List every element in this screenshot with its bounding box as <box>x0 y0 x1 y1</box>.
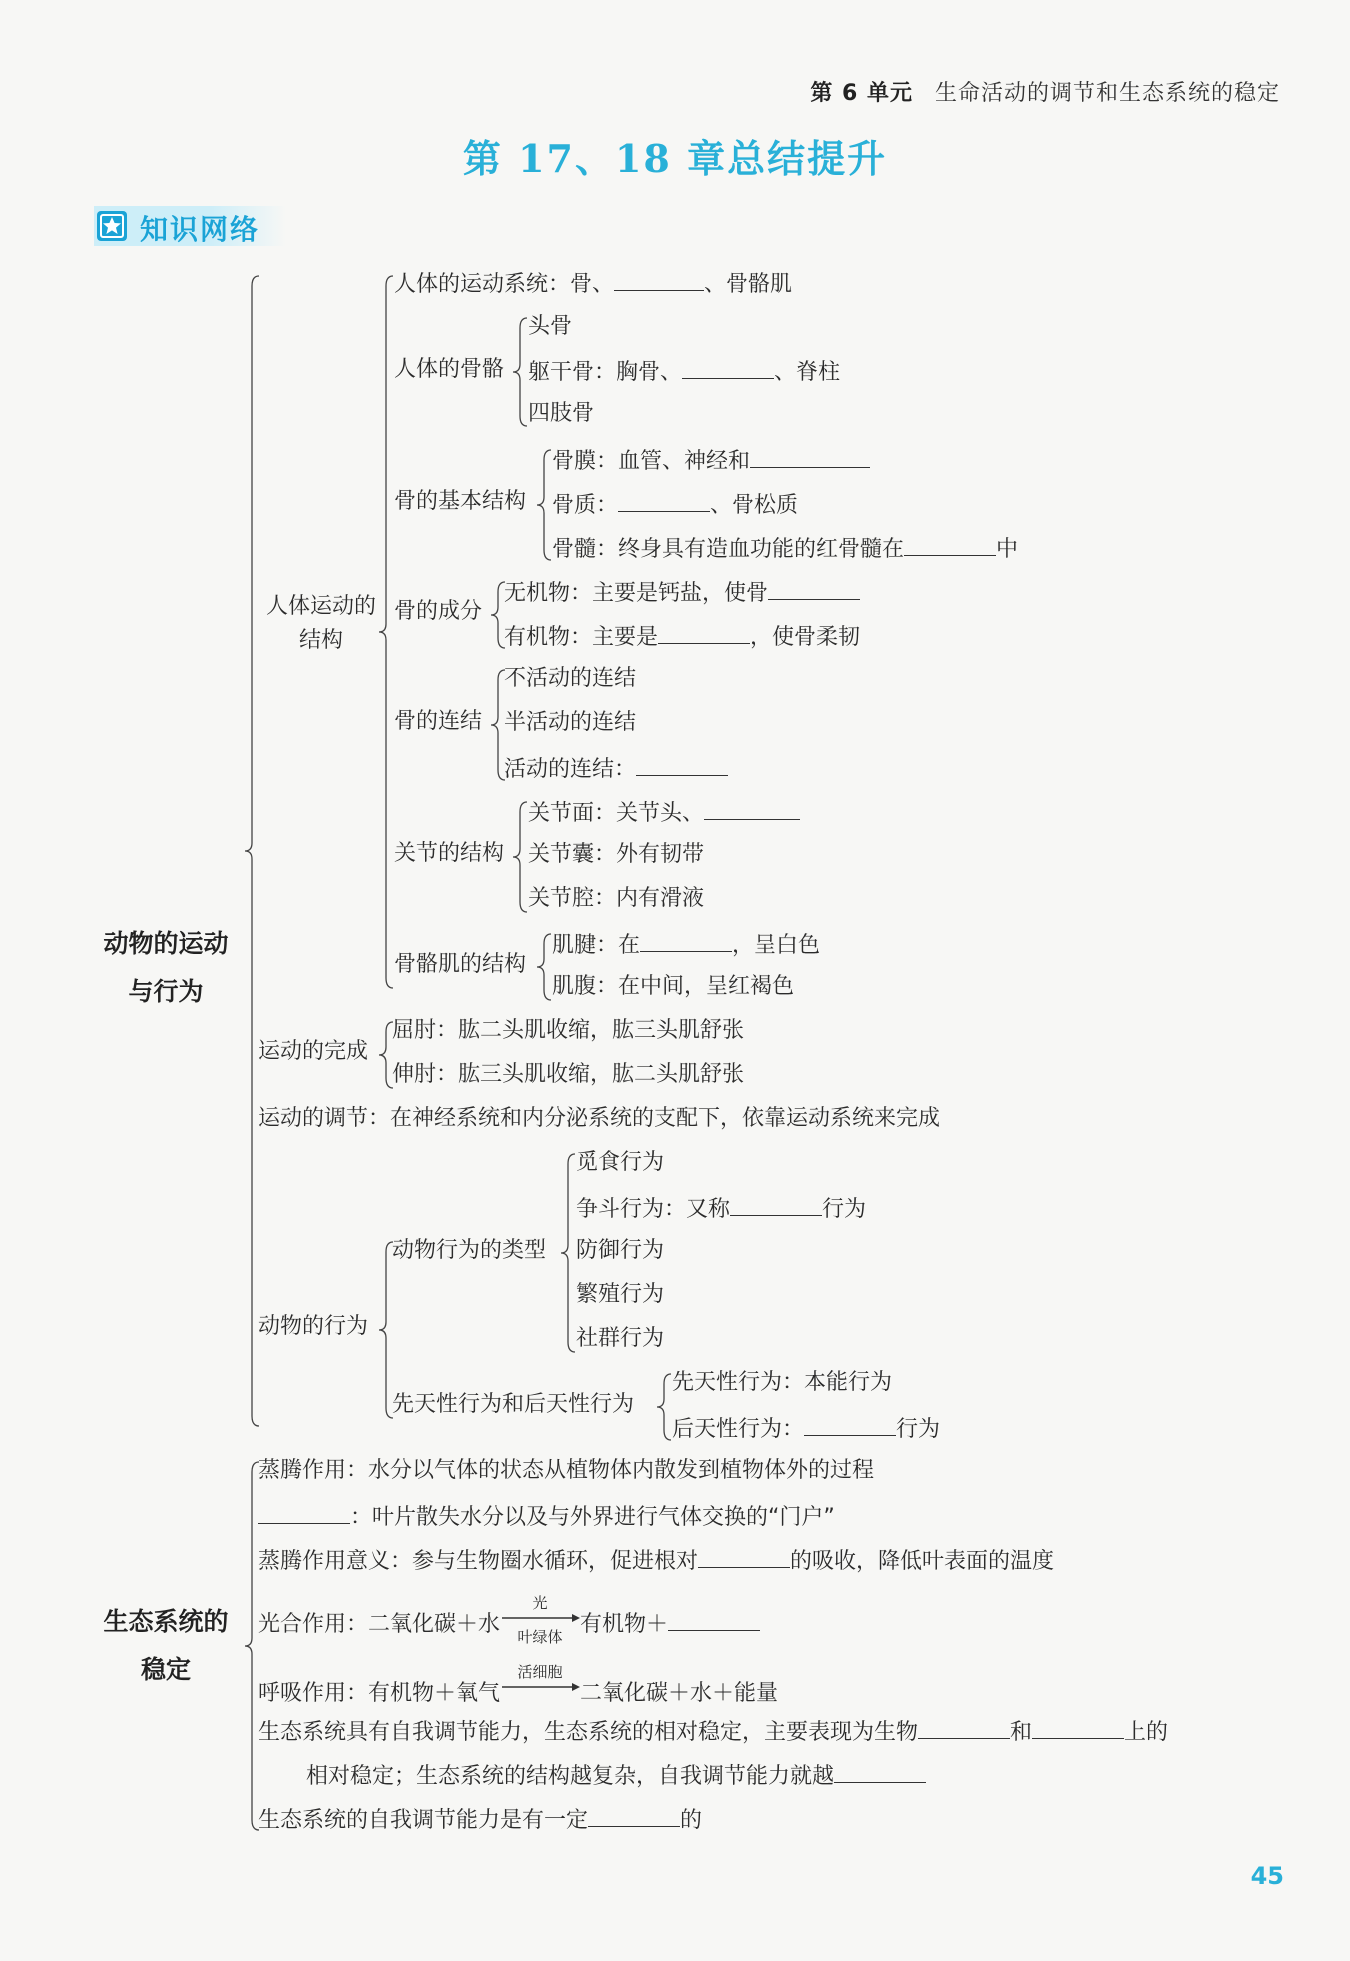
brace-behavior <box>379 1242 393 1418</box>
blank <box>258 1501 350 1524</box>
limit-tail: 的 <box>680 1808 703 1833</box>
organic-tail: ，使骨柔韧 <box>750 625 861 650</box>
bone-marrow <box>552 533 1018 564</box>
fight-text: 争斗行为：又称 <box>576 1197 731 1222</box>
joint-structure-label: 关节的结构 <box>394 841 505 866</box>
behavior-breed: 繁殖行为 <box>576 1282 665 1307</box>
joint-semi: 半活动的连结 <box>504 710 637 735</box>
muscle-belly: 肌腹：在中间，呈红褐色 <box>552 974 795 999</box>
skeleton-limbs: 四肢骨 <box>528 401 595 426</box>
behavior-fight <box>576 1193 866 1224</box>
organic-text: 有机物：主要是 <box>504 625 659 650</box>
photo-arrow <box>500 1594 580 1646</box>
bone-substance <box>552 489 798 520</box>
bone-component-label: 骨的成分 <box>394 599 483 624</box>
root-motion-behavior <box>86 920 246 1016</box>
completion-extend: 伸肘：肱三头肌收缩，肱二头肌舒张 <box>392 1062 745 1087</box>
learned-text: 后天性行为： <box>672 1417 805 1442</box>
brace-ecosystem <box>245 1462 259 1830</box>
periosteum-text: 骨膜：血管、神经和 <box>552 449 751 474</box>
behavior-types-label: 动物行为的类型 <box>392 1238 547 1263</box>
brace-bone-structure <box>537 450 551 560</box>
skeleton-label: 人体的骨骼 <box>394 357 505 382</box>
blank <box>640 929 732 952</box>
unit-subtitle: 生命活动的调节和生态系统的稳定 <box>934 81 1280 106</box>
root1-line2: 与行为 <box>128 977 204 1006</box>
muscle-tendon <box>552 929 820 960</box>
stability-tail: 上的 <box>1124 1720 1169 1745</box>
brace-muscle-structure <box>537 934 551 1000</box>
blank <box>768 577 860 600</box>
root2-line1: 生态系统的 <box>103 1607 229 1636</box>
page-number: 45 <box>1250 1862 1284 1890</box>
structure-line2: 结构 <box>298 628 343 653</box>
blank <box>618 489 710 512</box>
blank <box>658 621 750 644</box>
marrow-tail: 中 <box>996 537 1019 562</box>
brace-bone-component <box>491 582 505 648</box>
blank <box>750 445 870 468</box>
eco-stomata <box>258 1501 835 1532</box>
brace-innate-learned <box>657 1374 671 1440</box>
organic <box>504 621 860 652</box>
movable-text: 活动的连结： <box>504 757 637 782</box>
bone-joint-label: 骨的连结 <box>394 709 483 734</box>
surface-text: 关节面：关节头、 <box>528 801 705 826</box>
photo-site: 叶绿体 <box>517 1628 563 1646</box>
inorganic-text: 无机物：主要是钙盐，使骨 <box>504 581 769 606</box>
joint-capsule: 关节囊：外有韧带 <box>528 842 705 867</box>
arrow-icon <box>500 1613 580 1623</box>
fight-tail: 行为 <box>822 1197 867 1222</box>
blank <box>730 1193 822 1216</box>
blank <box>614 268 704 291</box>
brace-bone-joint <box>491 670 505 780</box>
arrow-icon <box>500 1682 580 1692</box>
behavior-defense: 防御行为 <box>576 1238 665 1263</box>
eco-stability <box>258 1716 1168 1747</box>
brace-completion <box>379 1022 393 1088</box>
stomata-text: ：叶片散失水分以及与外界进行气体交换的“门户” <box>350 1505 835 1530</box>
marrow-text: 骨髓：终身具有造血功能的红骨髓在 <box>552 537 905 562</box>
joint-movable <box>504 753 728 784</box>
innate-behavior: 先天性行为：本能行为 <box>672 1370 893 1395</box>
tendon-text: 肌腱：在 <box>552 933 641 958</box>
blank <box>682 356 774 379</box>
behavior-social: 社群行为 <box>576 1326 665 1351</box>
blank <box>588 1804 680 1827</box>
blank <box>636 753 728 776</box>
significance-text: 蒸腾作用意义：参与生物圈水循环，促进根对 <box>258 1549 699 1574</box>
blank <box>804 1413 896 1436</box>
behavior-food: 觅食行为 <box>576 1150 665 1175</box>
periosteum <box>552 445 870 476</box>
structure-label <box>256 590 386 658</box>
completion-flex: 屈肘：肱二头肌收缩，肱三头肌舒张 <box>392 1018 745 1043</box>
trunk-text: 躯干骨：胸骨、 <box>528 360 683 385</box>
root1-line1: 动物的运动 <box>103 929 229 958</box>
unit-label: 第 6 单元 <box>810 81 913 106</box>
completion-label: 运动的完成 <box>258 1039 369 1064</box>
substance-tail: 、骨松质 <box>710 493 799 518</box>
blank <box>834 1760 926 1783</box>
skeleton-head: 头骨 <box>528 314 573 339</box>
page-title: 第 17、18 章总结提升 <box>462 136 888 181</box>
stability2-text: 相对稳定；生态系统的结构越复杂，自我调节能力就越 <box>306 1764 835 1789</box>
stability-and: 和 <box>1010 1720 1033 1745</box>
blank <box>668 1608 760 1631</box>
resp-site: 活细胞 <box>517 1663 563 1681</box>
substance-text: 骨质： <box>552 493 619 518</box>
motion-system <box>394 268 792 299</box>
brace-behavior-types <box>561 1154 575 1352</box>
brace-joint-structure <box>513 802 527 912</box>
regulation: 运动的调节：在神经系统和内分泌系统的支配下，依靠运动系统来完成 <box>258 1106 941 1131</box>
photo-tail: 有机物＋ <box>580 1612 669 1637</box>
photo-text: 光合作用：二氧化碳＋水 <box>258 1612 501 1637</box>
tendon-tail: ，呈白色 <box>732 933 821 958</box>
blank <box>904 533 996 556</box>
learned-tail: 行为 <box>896 1417 941 1442</box>
limit-text: 生态系统的自我调节能力是有一定 <box>258 1808 589 1833</box>
photo-condition: 光 <box>532 1594 548 1612</box>
bone-structure-label: 骨的基本结构 <box>394 489 527 514</box>
muscle-structure-label: 骨骼肌的结构 <box>394 952 527 977</box>
inorganic <box>504 577 860 608</box>
section-label: 知识网络 <box>140 213 261 246</box>
root2-line2: 稳定 <box>140 1655 191 1684</box>
skeleton-trunk <box>528 356 840 387</box>
learned-behavior <box>672 1413 940 1444</box>
behavior-label: 动物的行为 <box>258 1314 369 1339</box>
blank <box>704 797 800 820</box>
eco-limit <box>258 1804 702 1835</box>
eco-stability-2 <box>306 1760 926 1791</box>
resp-text: 呼吸作用：有机物＋氧气 <box>258 1681 501 1706</box>
eco-transpiration: 蒸腾作用：水分以气体的状态从植物体内散发到植物体外的过程 <box>258 1458 875 1483</box>
joint-cavity: 关节腔：内有滑液 <box>528 886 705 911</box>
joint-surface <box>528 797 800 828</box>
root-ecosystem <box>86 1598 246 1694</box>
blank <box>918 1716 1010 1739</box>
stability-text: 生态系统具有自我调节能力，生态系统的相对稳定，主要表现为生物 <box>258 1720 919 1745</box>
eco-photosynthesis <box>258 1594 760 1646</box>
motion-system-text: 人体的运动系统：骨、 <box>394 272 615 297</box>
eco-significance <box>258 1545 1054 1576</box>
innate-learned-label: 先天性行为和后天性行为 <box>392 1392 635 1417</box>
brace-motion-behavior <box>245 276 259 1426</box>
trunk-tail: 、脊柱 <box>774 360 841 385</box>
blank <box>698 1545 790 1568</box>
blank <box>1032 1716 1124 1739</box>
eco-respiration <box>258 1663 779 1708</box>
structure-line1: 人体运动的 <box>265 594 376 619</box>
motion-system-tail: 、骨骼肌 <box>704 272 793 297</box>
resp-tail: 二氧化碳＋水＋能量 <box>580 1681 779 1706</box>
significance-tail: 的吸收，降低叶表面的温度 <box>790 1549 1055 1574</box>
joint-fixed: 不活动的连结 <box>504 666 637 691</box>
brace-skeleton <box>513 318 527 426</box>
resp-arrow <box>500 1663 580 1700</box>
